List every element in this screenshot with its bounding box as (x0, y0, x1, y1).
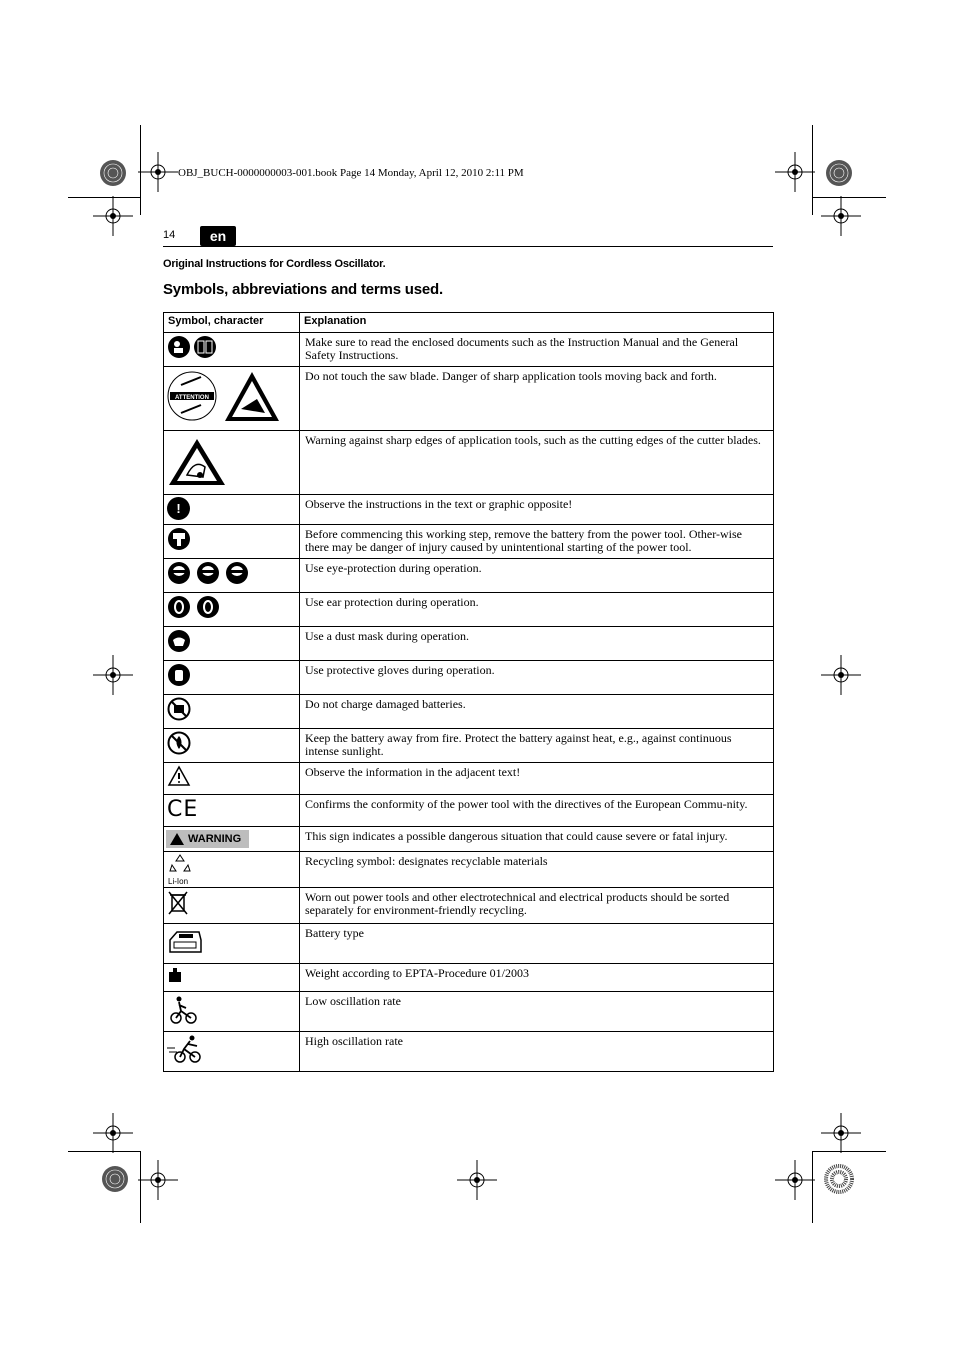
crop-line (812, 125, 813, 215)
explanation-cell: Use a dust mask during operation. (300, 627, 774, 661)
explanation-cell: Do not charge damaged batteries. (300, 695, 774, 729)
attention-saw-blade-icon (167, 369, 279, 428)
table-row (164, 695, 774, 729)
crop-line (140, 125, 141, 215)
crossed-bin-icon (167, 890, 189, 921)
page-number: 14 (163, 229, 176, 241)
explanation-cell: Observe the instructions in the text or graphic opposite! (300, 495, 774, 525)
explanation-cell: Keep the battery away from fire. Protect the battery against heat, e.g., against continuous intense sunlight. (300, 729, 774, 763)
explanation-cell: Confirms the conformity of the power tool with the directives of the European Commu-nity. (300, 795, 774, 827)
section-title: Symbols, abbreviations and terms used. (163, 281, 443, 298)
table-row (164, 827, 774, 852)
read-manual-icon (167, 335, 217, 364)
weight-icon (168, 967, 182, 988)
table-row (164, 795, 774, 827)
table-row (164, 992, 774, 1032)
symbols-table (163, 312, 774, 1072)
table-row (164, 888, 774, 924)
recycling-label: Li-Ion (168, 877, 189, 886)
explanation-cell: Use protective gloves during operation. (300, 661, 774, 695)
no-damaged-battery-charge-icon (167, 697, 191, 726)
explanation-cell: Make sure to read the enclosed documents such as the Instruction Manual and the General Safety Instructions. (300, 333, 774, 367)
explanation-cell: Low oscillation rate (300, 992, 774, 1032)
table-row (164, 495, 774, 525)
crop-line (68, 197, 140, 198)
table-row (164, 924, 774, 964)
explanation-cell: Use ear protection during operation. (300, 593, 774, 627)
table-row (164, 661, 774, 695)
document-subtitle: Original Instructions for Cordless Oscillator. (163, 258, 386, 270)
explanation-cell: Battery type (300, 924, 774, 964)
warning-triangle-icon (170, 833, 184, 845)
svg-text:ATTENTION: ATTENTION (175, 395, 209, 401)
crop-line (812, 1151, 886, 1152)
explanation-cell: Recycling symbol: designates recyclable materials (300, 852, 774, 888)
eye-protection-icon (167, 561, 249, 590)
table-row (164, 367, 774, 431)
crop-line (140, 1151, 141, 1223)
language-tab: en (200, 226, 236, 246)
exclamation-icon: ! (167, 497, 190, 520)
battery-pack-icon (167, 926, 203, 961)
fast-cyclist-icon (167, 1034, 203, 1069)
remove-battery-icon (167, 527, 191, 556)
column-header-symbol: Symbol, character (164, 313, 300, 333)
explanation-cell: Before commencing this working step, remove the battery from the power tool. Other-wise there may be danger of injury caused by unintentional starting of the power tool. (300, 525, 774, 559)
crop-line (68, 1151, 140, 1152)
explanation-cell: This sign indicates a possible dangerous situation that could cause severe or fatal injury. (300, 827, 774, 852)
warning-badge-icon (166, 830, 249, 848)
explanation-cell: Weight according to EPTA-Procedure 01/2003 (300, 964, 774, 992)
ear-protection-icon (167, 595, 221, 624)
crop-line (812, 1151, 813, 1223)
table-row (164, 729, 774, 763)
dust-mask-icon (167, 629, 191, 658)
crop-line (812, 197, 886, 198)
recycling-liion-icon (168, 853, 192, 878)
slow-cyclist-icon (167, 994, 197, 1029)
table-row (164, 525, 774, 559)
header-divider (163, 246, 773, 247)
sharp-edges-warning-icon (167, 437, 227, 492)
table-header-row (164, 313, 774, 333)
ce-mark-icon: CE (167, 797, 199, 822)
no-fire-icon (167, 731, 191, 760)
table-row (164, 964, 774, 992)
explanation-cell: Use eye-protection during operation. (300, 559, 774, 593)
explanation-cell: High oscillation rate (300, 1032, 774, 1072)
table-row (164, 333, 774, 367)
table-row (164, 559, 774, 593)
table-row (164, 852, 774, 888)
table-row (164, 763, 774, 795)
table-row (164, 1032, 774, 1072)
print-header: OBJ_BUCH-0000000003-001.book Page 14 Monday, April 12, 2010 2:11 PM (178, 167, 524, 179)
explanation-cell: Worn out power tools and other electrotechnical and electrical products should be sorted separately for environment-friendly recycling. (300, 888, 774, 924)
column-header-explanation: Explanation (300, 313, 774, 333)
caution-triangle-icon (167, 765, 191, 792)
explanation-cell: Observe the information in the adjacent text! (300, 763, 774, 795)
table-row (164, 431, 774, 495)
explanation-cell: Do not touch the saw blade. Danger of sharp application tools moving back and forth. (300, 367, 774, 431)
table-row (164, 627, 774, 661)
explanation-cell: Warning against sharp edges of application tools, such as the cutting edges of the cutter blades. (300, 431, 774, 495)
warning-badge-label: WARNING (188, 833, 242, 845)
gloves-icon (167, 663, 191, 692)
table-row (164, 593, 774, 627)
